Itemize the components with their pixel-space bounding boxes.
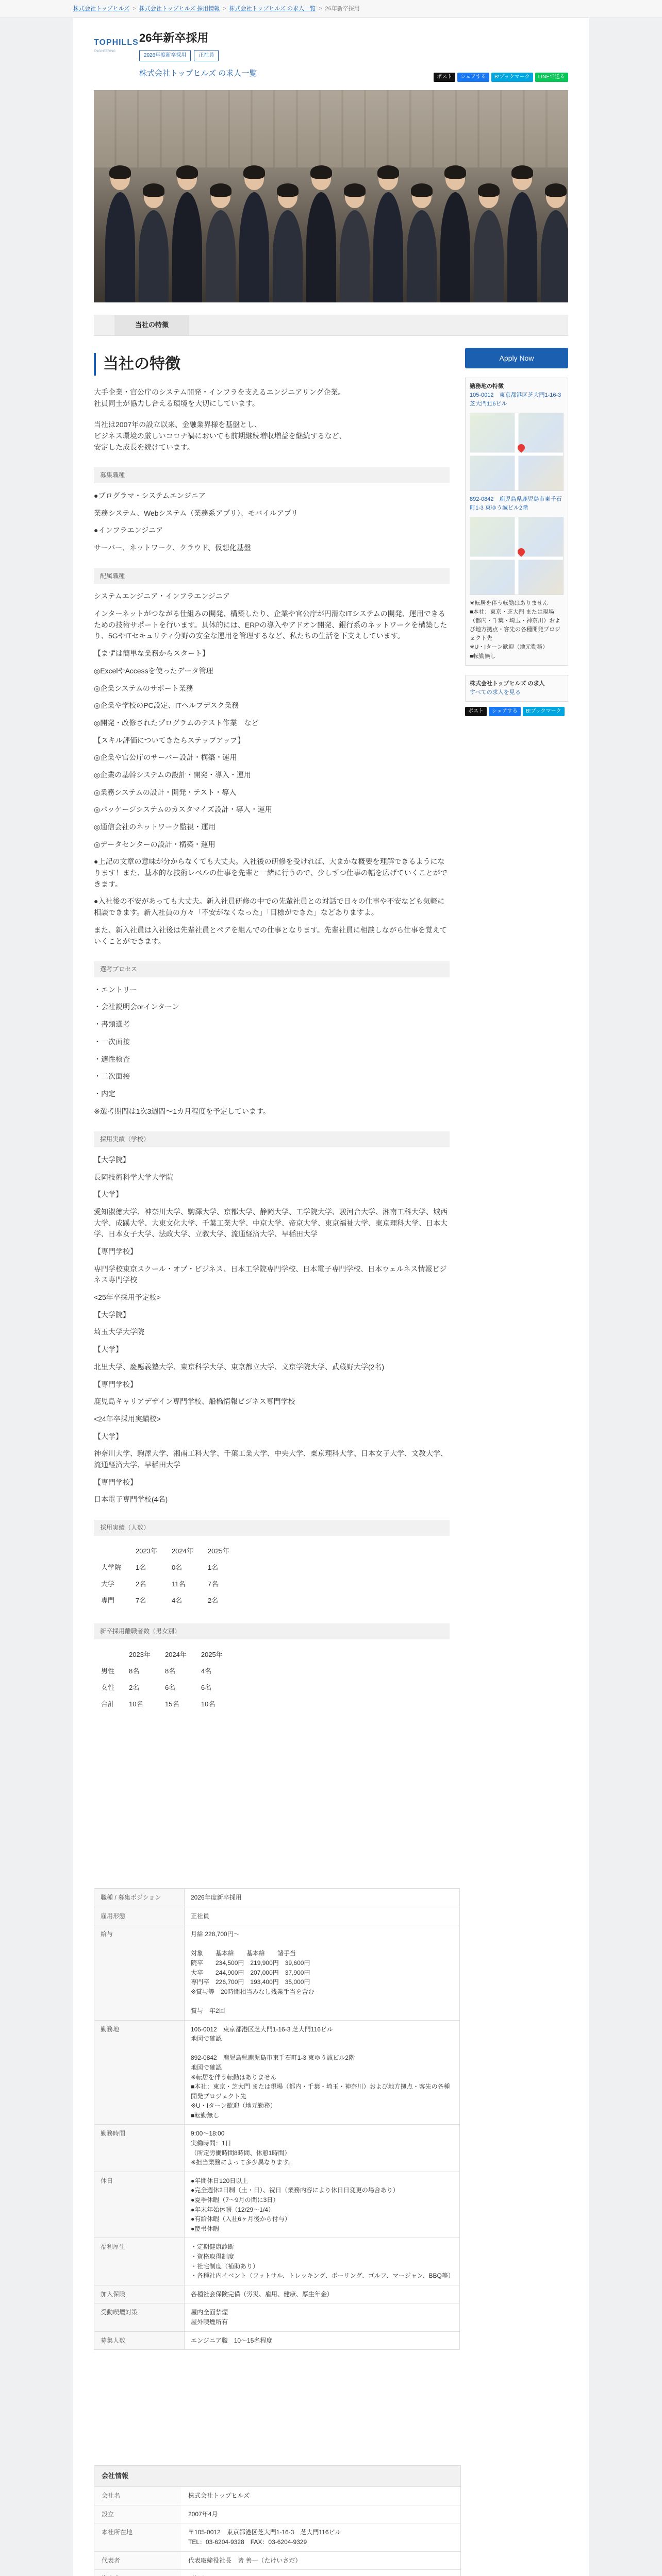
row-value: 4名 xyxy=(201,1667,212,1675)
person-figure xyxy=(373,192,403,302)
info-key: 代表者 xyxy=(94,2551,181,2570)
school-line: 【大学】 xyxy=(94,1190,123,1199)
block-line: サーバー、ネットワーク、クラウド、仮想化基盤 xyxy=(94,544,251,552)
school-line: 専門学校東京スクール・オブ・ビジネス、日本工学院専門学校、日本電子専門学校、日本ウェルネス情報ビジネス専門学校 xyxy=(94,1264,447,1284)
person-figure xyxy=(306,192,336,302)
info-key: 勤務地 xyxy=(94,2020,185,2125)
tag-graduate-year: 2026年度新卒採用 xyxy=(139,50,191,61)
process-heading: 選考プロセス xyxy=(94,961,450,977)
location-title: 勤務地の特徴 xyxy=(470,383,504,389)
school-line: 長岡技術科学大学大学院 xyxy=(94,1173,173,1181)
map-kagoshima[interactable] xyxy=(470,517,564,595)
info-value: 〒105-0012 東京都港区芝大門1-16-3 芝大門116ビル TEL：03-6204-9328 FAX：03-6204-9329 xyxy=(181,2523,460,2551)
row-value: 1名 xyxy=(136,1563,146,1571)
row-value: 11名 xyxy=(171,1580,186,1588)
section-title: 当社の特徴 xyxy=(94,353,450,376)
person-figure xyxy=(407,210,437,302)
table-row xyxy=(94,1560,237,1576)
breadcrumb-careers[interactable]: 株式会社トップヒルズ 採用情報 xyxy=(139,6,220,12)
leavers-table xyxy=(94,1647,230,1713)
person-figure xyxy=(239,192,269,302)
process-step: ・書類選考 xyxy=(94,1020,130,1029)
block-line: ●プログラマ・システムエンジニア xyxy=(94,492,206,500)
location-card xyxy=(465,378,568,666)
leavers-heading: 新卒採用離職者数（男女別） xyxy=(94,1623,450,1639)
feature-blocks xyxy=(94,467,450,947)
row-value: 6名 xyxy=(201,1684,212,1692)
address-link-1[interactable]: 105-0012 東京都港区芝大門1-16-3 芝大門116ビル xyxy=(470,392,561,408)
block-line: ◎企業や官公庁のサーバー設計・構築・運用 xyxy=(94,753,237,762)
info-row xyxy=(94,1889,460,1907)
info-row xyxy=(94,2551,460,2570)
block-heading: 配属職種 xyxy=(94,568,450,584)
info-row xyxy=(94,2523,460,2551)
info-row xyxy=(94,2125,460,2172)
info-row xyxy=(94,2505,460,2523)
person-hair xyxy=(210,183,231,197)
hatena-bookmark-button[interactable]: B!ブックマーク xyxy=(523,707,565,716)
company-info-table xyxy=(94,2486,460,2576)
info-value: 105-0012 東京都港区芝大門1-16-3 芝大門116ビル 地図で確認 892-0842 鹿児島県鹿児島市東千石町1-3 東ゆう誠ビル2階 地図で確認 ※転居を伴う転勤はありません ■本社：東京・芝大門 または現場（都内・千葉・埼玉・神奈川）および地方拠点・客先の各種開発プロジェクト先 ※U・Iターン歓迎（地元勤務） ■転勤無し xyxy=(185,2020,460,2125)
process-step: ・一次面接 xyxy=(94,1037,130,1046)
process-step: ・会社説明会orインターン xyxy=(94,1003,179,1011)
company-info xyxy=(94,2465,461,2576)
row-label: 大学院 xyxy=(101,1563,122,1571)
info-key: 加入保険 xyxy=(94,2285,185,2303)
info-value: 正社員 xyxy=(185,1907,460,1925)
hatena-bookmark-button[interactable]: B!ブックマーク xyxy=(491,73,533,82)
info-key: 給与 xyxy=(94,1925,185,2020)
table-corner xyxy=(94,1543,128,1560)
table-row xyxy=(94,1663,230,1680)
facebook-share-button[interactable]: シェアする xyxy=(457,73,489,82)
person-figure xyxy=(105,192,135,302)
info-value: エンジニア職 10〜15名程度 xyxy=(185,2331,460,2350)
tag-employment-type: 正社員 xyxy=(194,50,219,61)
breadcrumb-jobs[interactable]: 株式会社トップヒルズ の求人一覧 xyxy=(229,6,316,12)
block-heading: 募集職種 xyxy=(94,467,450,483)
person-hair xyxy=(176,165,198,179)
info-key xyxy=(94,2570,181,2576)
block-line: ◎データセンターの設計・構築・運用 xyxy=(94,840,216,849)
info-key: 福利厚生 xyxy=(94,2238,185,2285)
job-page xyxy=(73,18,589,2576)
row-value: 2名 xyxy=(207,1597,219,1605)
block-line: システムエンジニア・インフラエンジニア xyxy=(94,592,230,601)
year-header: 2023年 xyxy=(136,1547,157,1555)
school-line: 【大学院】 xyxy=(94,1155,130,1164)
row-value: 7名 xyxy=(207,1580,219,1588)
person-hair xyxy=(243,165,265,179)
process-step: ・二次面接 xyxy=(94,1072,130,1081)
school-line: 鹿児島キャリアデザイン専門学校、船橋情報ビジネス専門学校 xyxy=(94,1397,295,1406)
breadcrumb: 株式会社トップヒルズ > 株式会社トップヒルズ 採用情報 > 株式会社トップヒルズ の求人一覧 > 26年新卒採用 xyxy=(73,6,360,12)
school-line: <24年卒採用実績校> xyxy=(94,1414,161,1423)
info-value: 代表取締役社長 皆 善一（たけいさだ） xyxy=(181,2551,460,2570)
info-row xyxy=(94,2285,460,2303)
info-key: 募集人数 xyxy=(94,2331,185,2350)
breadcrumb-company[interactable]: 株式会社トップヒルズ xyxy=(73,6,130,12)
person-figure xyxy=(507,192,537,302)
person-figure xyxy=(206,210,236,302)
info-key: 設立 xyxy=(94,2505,181,2523)
block-line: 業務システム、Webシステム（業務系アプリ）、モバイルアプリ xyxy=(94,509,299,517)
info-row xyxy=(94,2303,460,2331)
info-value: 月給 228,700円〜 対象 基本給 基本給 諸手当 院卒 234,500円 219,900円 39,600円 大卒 244,900円 207,000円 37,900円 専門卒 226,700円 193,400円 35,000円 ※賞与等 20時間相当みなし残業手当を含む 賞与 年2回 xyxy=(185,1925,460,2020)
table-row xyxy=(94,1576,237,1592)
info-key: 会社名 xyxy=(94,2487,181,2505)
x-share-button[interactable]: ポスト xyxy=(434,73,455,82)
school-line: 【専門学校】 xyxy=(94,1247,137,1256)
block-line: また、新入社員は入社後は先輩社員とペアを組んでの仕事となります。先輩社員に相談しながら仕事を覚えていくことができます。 xyxy=(94,925,447,945)
row-value: 8名 xyxy=(164,1667,176,1675)
map-pin-icon xyxy=(516,443,526,453)
hero-team-photo xyxy=(94,90,568,302)
info-value: 屋内全面禁煙 屋外喫煙所有 xyxy=(185,2303,460,2331)
info-row xyxy=(94,2238,460,2285)
person-hair xyxy=(444,165,466,179)
school-line: 愛知淑徳大学、神奈川大学、駒澤大学、京都大学、静岡大学、工学院大学、駿河台大学、湘南工科大学、城西大学、成蹊大学、大東文化大学、千葉工業大学、中京大学、帝京大学、東京福祉大学、東京理科大学、日本大学、日本女子大学、法政大学、立教大学、流通経済大学、早稲田大学 xyxy=(94,1207,448,1239)
info-row xyxy=(94,1907,460,1925)
block-line: ●インフラエンジニア xyxy=(94,526,163,535)
info-key: 受動喫煙対策 xyxy=(94,2303,185,2331)
person-figure xyxy=(340,210,370,302)
block-line: ◎ExcelやAccessを使ったデータ管理 xyxy=(94,666,213,675)
block-line: ●入社後の不安があっても大丈夫。新入社員研修の中での先輩社員との対話で日々の仕事や不安なども気軽に相談できます。新入社員の方々「不安がなくなった」「目標ができた」などありますよ。 xyxy=(94,897,445,917)
info-row xyxy=(94,2331,460,2350)
facebook-share-button[interactable]: シェアする xyxy=(489,707,521,716)
info-row xyxy=(94,2020,460,2125)
block-line: ●上記の文章の意味が分からなくても大丈夫。入社後の研修を受ければ、大まかな概要を理解できるようになります！また、基本的な技術レベルの仕事を先輩と一緒に行うので、少しずつ仕事の幅を広げていくことができます。 xyxy=(94,857,448,888)
info-value: 株式会社トップヒルズ xyxy=(181,2487,460,2505)
info-value: ・定期健康診断 ・資格取得制度 ・社宅制度（補助あり） ・各種社内イベント（フットサル、トレッキング、ボーリング、ゴルフ、マージャン、BBQ等） xyxy=(185,2238,460,2285)
block-line: 【スキル評価についてきたらステップアップ】 xyxy=(94,736,245,744)
company-info-heading: 会社情報 xyxy=(94,2466,460,2486)
row-value: 10名 xyxy=(201,1700,216,1708)
table-row xyxy=(94,1696,230,1713)
school-list xyxy=(94,1155,450,1505)
school-line: <25年卒採用予定校> xyxy=(94,1293,161,1302)
job-title: 26年新卒採用 xyxy=(139,31,209,44)
block-line: 【まずは簡単な業務からスタート】 xyxy=(94,649,209,658)
school-line: 神奈川大学、駒澤大学、湘南工科大学、千葉工業大学、中央大学、東京理科大学、日本女子大学、文教大学、流通経済大学、早稲田大学 xyxy=(94,1449,448,1469)
info-key: 休日 xyxy=(94,2172,185,2238)
person-figure xyxy=(139,210,169,302)
row-value: 1名 xyxy=(207,1563,219,1571)
table-row xyxy=(94,1680,230,1696)
info-row xyxy=(94,2487,460,2505)
top-breadcrumb-bar xyxy=(0,0,662,18)
apply-button[interactable]: Apply Now xyxy=(465,348,568,368)
company-jobs-title: 株式会社トップヒルズ の求人 xyxy=(470,680,545,687)
row-value: 2名 xyxy=(136,1580,146,1588)
info-row xyxy=(94,2570,460,2576)
person-hair xyxy=(377,165,399,179)
block-line: ◎開発・改修されたプログラムのテスト作業 など xyxy=(94,718,259,727)
job-header xyxy=(73,18,589,90)
person-hair xyxy=(344,183,366,197)
table-row xyxy=(94,1592,237,1609)
info-row xyxy=(94,1925,460,2020)
feature-tabbar xyxy=(94,315,568,336)
job-info-table xyxy=(94,1888,460,2350)
person-figure xyxy=(440,192,470,302)
row-value: 6名 xyxy=(164,1684,176,1692)
row-value: 4名 xyxy=(171,1597,183,1605)
year-header: 2024年 xyxy=(171,1547,193,1555)
company-logo[interactable]: TOPHILLS ENGINEERING xyxy=(94,38,139,53)
block-line: ◎業務システムの設計・開発・テスト・導入 xyxy=(94,788,237,796)
info-value: 9:00〜18:00 実働時間：1日 （所定労働時間8時間、休憩1時間） ※担当業務によって多少異なります。 xyxy=(185,2125,460,2172)
row-label: 女性 xyxy=(101,1684,115,1692)
intro-text: 大手企業・官公庁のシステム開発・インフラを支えるエンジニアリング企業。 社員同士が協力し合える環境を大切にしています。 xyxy=(94,388,345,408)
block-line: ◎企業の基幹システムの設計・開発・導入・運用 xyxy=(94,770,251,779)
info-value: 2026年度新卒採用 xyxy=(185,1889,460,1907)
row-value: 7名 xyxy=(136,1597,146,1605)
row-value: 2名 xyxy=(129,1684,140,1692)
year-header: 2023年 xyxy=(129,1650,151,1658)
school-line: 日本電子専門学校(4名) xyxy=(94,1495,168,1504)
block-line: ◎企業や学校のPC設定、ITヘルプデスク業務 xyxy=(94,701,239,710)
main-content xyxy=(94,348,450,1713)
person-hair xyxy=(143,183,164,197)
school-line: 【大学】 xyxy=(94,1432,123,1440)
breadcrumb-current: 26年新卒採用 xyxy=(325,6,360,12)
sidebar-share-buttons xyxy=(465,707,568,716)
table-corner xyxy=(94,1647,122,1663)
school-line: 【大学】 xyxy=(94,1345,123,1354)
process-step: ・エントリー xyxy=(94,985,137,994)
person-figure xyxy=(474,210,504,302)
hires-heading: 採用実績（人数） xyxy=(94,1520,450,1536)
person-hair xyxy=(109,165,131,179)
schools-heading: 採用実績（学校） xyxy=(94,1131,450,1147)
row-label: 合計 xyxy=(101,1700,115,1708)
intro-text-2: 当社は2007年の設立以来、金融業界様を基盤とし、 ビジネス環境の厳しいコロナ禍においても前期継続増収増益を継続するなど、 安定した成長を続けています。 xyxy=(94,420,346,451)
job-tags xyxy=(139,50,219,61)
year-header: 2024年 xyxy=(164,1650,187,1658)
person-hair xyxy=(411,183,433,197)
person-hair xyxy=(545,183,567,197)
location-notes: ※転居を伴う転勤はありません ■本社：東京・芝大門 または現場（都内・千葉・埼玉・神奈川）および地方拠点・客先の各種開発プロジェクト先 ※U・Iターン歓迎（地元勤務） ■転勤無し xyxy=(470,600,560,659)
process-steps xyxy=(94,985,450,1100)
info-value: ●年間休日120日以上 ●完全週休2日制（土・日）、祝日（業務内容により休日日変更の場合あり） ●夏季休暇（7〜9月の間に3日） ●年末年始休暇（12/29〜1/4） ●有給休暇（入社6ヶ月後から付与） ●慶弔休暇 xyxy=(185,2172,460,2238)
person-hair xyxy=(478,183,500,197)
info-key: 本社所在地 xyxy=(94,2523,181,2551)
process-step: ・内定 xyxy=(94,1089,115,1098)
person-hair xyxy=(277,183,299,197)
x-share-button[interactable]: ポスト xyxy=(465,707,487,716)
row-label: 男性 xyxy=(101,1667,115,1675)
row-value: 0名 xyxy=(171,1563,183,1571)
company-jobs-link[interactable]: 株式会社トップヒルズ の求人一覧 xyxy=(139,69,257,78)
block-line: ◎パッケージシステムのカスタマイズ設計・導入・運用 xyxy=(94,805,272,814)
block-line: ◎通信会社のネットワーク監視・運用 xyxy=(94,823,216,831)
person-hair xyxy=(310,165,332,179)
info-value: 各種社会保険完備（労災、雇用、健康、厚生年金） xyxy=(185,2285,460,2303)
info-key: 勤務時間 xyxy=(94,2125,185,2172)
person-figure xyxy=(273,210,303,302)
row-value: 10名 xyxy=(129,1700,143,1708)
person-hair xyxy=(511,165,533,179)
person-figure xyxy=(172,192,202,302)
tab-features[interactable]: 当社の特徴 xyxy=(114,315,189,335)
all-jobs-link[interactable]: すべての求人を見る xyxy=(470,689,521,696)
row-value: 8名 xyxy=(129,1667,140,1675)
hires-table xyxy=(94,1543,237,1609)
school-line: 【専門学校】 xyxy=(94,1380,137,1388)
school-line: 【大学院】 xyxy=(94,1310,130,1319)
info-key: 職種 / 募集ポジション xyxy=(94,1889,185,1907)
school-line: 北里大学、慶應義塾大学、東京科学大学、東京都立大学、文京学院大学、武蔵野大学(2名) xyxy=(94,1362,385,1371)
sidebar xyxy=(465,348,568,716)
info-value xyxy=(181,2570,460,2576)
info-key: 雇用形態 xyxy=(94,1907,185,1925)
map-pin-icon xyxy=(516,547,526,557)
row-label: 専門 xyxy=(101,1597,115,1605)
block-line: ◎企業システムのサポート業務 xyxy=(94,684,193,692)
row-label: 大学 xyxy=(101,1580,115,1588)
process-note: ※選考期間は1次3週間〜1カ月程度を予定しています。 xyxy=(94,1107,270,1115)
process-step: ・適性検査 xyxy=(94,1055,130,1063)
info-row xyxy=(94,2172,460,2238)
person-figure xyxy=(541,210,568,302)
block-line: インターネットがつながる仕組みの開発、構築したり、企業や官公庁が円滑なITシステムの開発、運用できるための技術サポートを行います。具体的には、ERPの導入やアドオン開発、銀行系のネットワークを構築したり、5GやITセキュリティ分野の安全な運用を管理するなど、私たちの生活を下支えしています。 xyxy=(94,609,448,640)
school-line: 埼玉大学大学院 xyxy=(94,1328,144,1336)
year-header: 2025年 xyxy=(207,1547,229,1555)
address-link-2[interactable]: 892-0842 鹿児島県鹿児島市東千石町1-3 東ゆう誠ビル2階 xyxy=(470,496,562,512)
line-share-button[interactable]: LINEで送る xyxy=(535,73,568,82)
info-value: 2007年4月 xyxy=(181,2505,460,2523)
share-buttons xyxy=(434,73,568,82)
year-header: 2025年 xyxy=(201,1650,223,1658)
school-line: 【専門学校】 xyxy=(94,1478,137,1486)
row-value: 15名 xyxy=(164,1700,179,1708)
company-jobs-card xyxy=(465,675,568,702)
map-tokyo[interactable] xyxy=(470,413,564,491)
